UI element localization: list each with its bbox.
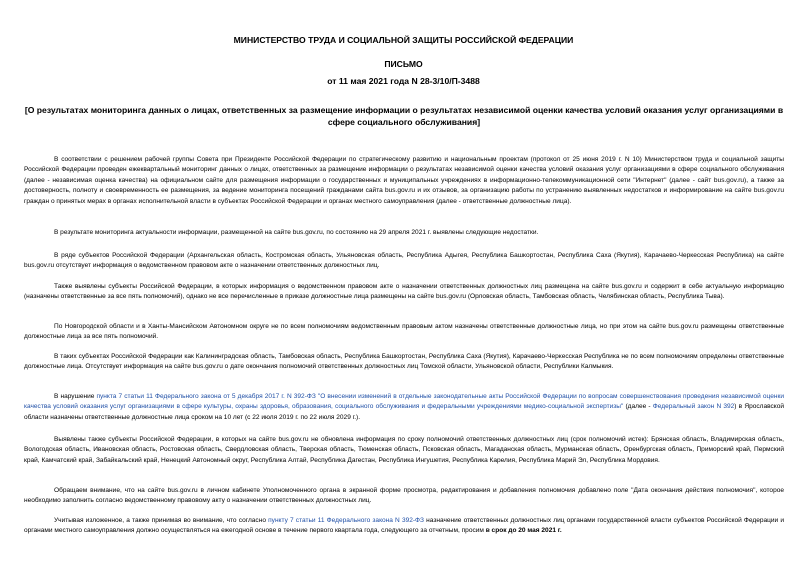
paragraph-6: В таких субъектах Российской Федерации как Калининградская область, Тамбовская область, Республика Башкортостан, Республика Саха (Якутия), Карачаево-Черкесская Республика не по всем полномочиям определены ответственные должностные лица. Отсутствует информация на сайте bus.gov.ru о дате окончания полномочий ответственных должностных лиц Томской области, Ульяновской области, Республики Калмыкия.: [24, 353, 784, 371]
document-type: ПИСЬМО: [384, 59, 423, 69]
paragraph-8: Выявлены также субъекты Российской Федерации, в которых на сайте bus.gov.ru не обновлена информация по сроку полномочий ответственных должностных лиц (срок полномочий истек): Брянская область, Владимирская область, Вологодская область, Ивановская область, Ростовская область, Свердловская область, Тверская область, Тюменская область, Псковская область, Магаданская область, Мурманская область, Оренбургская область, Приморский край, Пермский край, Камчатский край, Забайкальский край, Ненецкий Автономный округ, Республика Алтай, Республика Дагестан, Республика Ингушетия, Республика Карелия, Республика Марий Эл, Республика Мордовия.: [24, 436, 784, 464]
paragraph-7-text-start: В нарушение: [54, 393, 97, 400]
paragraph-7-text-middle: (далее -: [623, 403, 653, 411]
paragraph-10-text-end: назначение ответственных должностных лиц органами государственной власти субъектов Российской Федерации и органами местного самоуправления должно осуществляться на ежегодной основе в течение первого квартала года, следующего за отчетным, просим: [24, 517, 784, 535]
paragraph-7-text-end: ) в Ярославской области назначены ответственные должностные лица сроком на 10 лет (с 22 июля 2019 г. по 22 июля 2029 г.).: [24, 403, 784, 421]
paragraph-7: [24, 392, 784, 423]
paragraph-10-text-start: Учитывая изложенное, а также принимая во внимание, что согласно: [54, 517, 269, 524]
paragraph-2: В результате мониторинга актуальности информации, размещенной на сайте bus.gov.ru, по состоянию на 29 апреля 2021 г. выявлены следующие недостатки.: [54, 229, 539, 236]
paragraph-4: Также выявлены субъекты Российской Федерации, в которых информация о ведомственном правовом акте о назначении ответственных должностных лиц размещена на сайте bus.gov.ru и содержит в себе актуальную информацию (назначены ответственные за все пять полномочий), однако не все перечисленные в приказе должностные лица размещены на сайте bus.gov.ru (Орловская область, Тамбовская область, Челябинская область, Республика Тыва).: [24, 283, 784, 301]
paragraph-5: По Новгородской области и в Ханты-Мансийском Автономном округе не по всем полномочиям ведомственным правовым актом назначены ответственные должностные лица, но при этом на сайте bus.gov.ru размещены ответственные должностные лица за все пять полномочий.: [24, 323, 784, 341]
law-392-short-link[interactable]: Федеральный закон N 392: [652, 403, 735, 411]
document-subject: [О результатах мониторинга данных о лицах, ответственных за размещение информации о результатах независимой оценки качества условий оказания услуг организациями в сфере социального обслуживания]: [24, 105, 784, 127]
paragraph-10: [24, 516, 784, 537]
paragraph-3: В ряде субъектов Российской Федерации (Архангельская область, Костромская область, Ульяновская область, Республика Адыгея, Республика Башкортостан, Республика Саха (Якутия), Карачаево-Черкесская Республика) на сайте bus.gov.ru отсутствует информация о ведомственном правовом акте о назначении ответственных должностных лиц.: [24, 252, 784, 270]
deadline-date: в срок до 20 мая 2021 г.: [485, 527, 562, 535]
law-392-link[interactable]: пункта 7 статьи 11 Федерального закона от 5 декабря 2017 г. N 392-ФЗ "О внесении изменений в отдельные законодательные акты Российской Федерации по вопросам совершенствования проведения независимой оценки качества условий оказания услуг организациями в сфере культуры, охраны здоровья, образования, социального обслуживания и федеральными учреждениями медико-социальной экспертизы": [24, 393, 784, 411]
ministry-title: МИНИСТЕРСТВО ТРУДА И СОЦИАЛЬНОЙ ЗАЩИТЫ РОССИЙСКОЙ ФЕДЕРАЦИИ: [233, 35, 574, 45]
document-date-number: от 11 мая 2021 года N 28-3/10/П-3488: [327, 76, 480, 86]
paragraph-1: В соответствии с решением рабочей группы Совета при Президенте Российской Федерации по стратегическому развитию и национальным проектам (протокол от 25 июня 2019 г. N 10) Министерством труда и социальной защиты Российской Федерации проведен ежеквартальный мониторинг данных о лицах, ответственных за размещение информации о результатах независимой оценки качества условий оказания услуг организациями в сфере социального обслуживания (далее - независимая оценка качества) на официальном сайте для размещения информации о государственных и муниципальных учреждениях в информационно-телекоммуникационной сети "Интернет" (далее - сайт bus.gov.ru), а также за достоверность, полноту и своевременность ее размещения, за ведение мониторинга посещений гражданами сайта bus.gov.ru и их отзывов, за организацию работы по устранению выявленных недостатков и информирование на сайте bus.gov.ru граждан о принятых мерах в органах исполнительной власти в субъектах Российской Федерации и органах местного самоуправления (далее - ответственные должностные лица).: [24, 156, 784, 205]
paragraph-9: Обращаем внимание, что на сайте bus.gov.ru в личном кабинете Уполномоченного органа в экранной форме просмотра, редактирования и добавления полномочия добавлено поле "Дата окончания действия полномочия", которое необходимо заполнить согласно ведомственному правовому акту о назначении ответственных должностных лиц.: [24, 487, 784, 505]
law-392-article-link[interactable]: пункту 7 статьи 11 Федерального закона N 392-ФЗ: [268, 517, 424, 524]
